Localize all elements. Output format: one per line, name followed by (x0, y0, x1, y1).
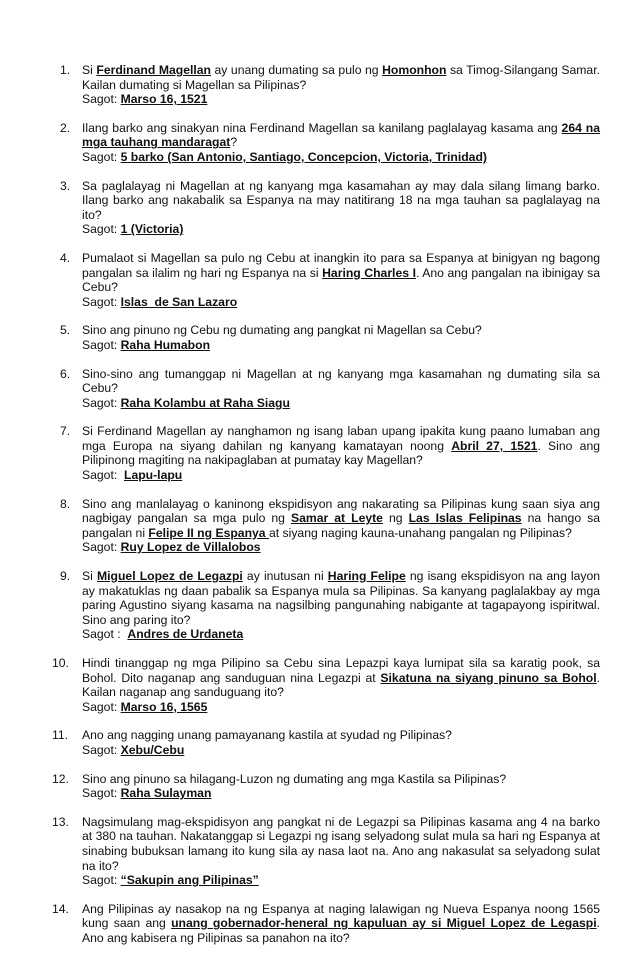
question-text-segment: Ilang barko ang sinakyan nina Ferdinand Magellan sa kanilang paglalayag kasama ang (82, 120, 562, 135)
question-text-segment: Sa paglalayag ni Magellan at ng kanyang mga kasamahan ay may dala silang limang barko. Ilang barko ang nakabalik sa Espanya na may natitirang 18 na mga tauhan sa paglalayag na ito? (82, 178, 600, 222)
answer-text: Lapu-lapu (124, 468, 183, 483)
highlighted-term: Sikatuna na siyang pinuno sa Bohol (380, 670, 597, 685)
question-number: 11. (52, 728, 69, 743)
answer-line (82, 743, 600, 758)
question-text-segment: Sino ang pinuno ng Cebu ng dumating ang pangkat ni Magellan sa Cebu? (82, 323, 482, 338)
question-text (82, 815, 600, 873)
question-text-segment: ay inutusan ni (242, 569, 328, 584)
question-text-segment: . Ano ang kabisera ng Pilipinas sa panahon na ito? (82, 916, 600, 945)
question-text-segment: . Sino ang Pilipinong magiting na nakipaglaban at pumatay kay Magellan? (82, 438, 600, 468)
highlighted-term: Samar at Leyte (290, 511, 383, 526)
question-text-segment: Si Ferdinand Magellan ay nanghamon ng isang laban upang ipakita kung paano lumaban ang mga Europa na siyang dahilan ng kanyang kamatayan noong (82, 424, 600, 453)
highlighted-term: Ferdinand Magellan (96, 63, 211, 77)
question-number: 7. (60, 424, 71, 439)
question-number: 2. (60, 120, 71, 135)
question-text-segment: Pumalaot si Magellan sa pulo ng Cebu at inangkin ito para sa Espanya at binigyan ng bagong pangalan sa ilalim ng hari ng Espanya na si (82, 250, 600, 280)
question-text-segment: sa Timog-Silangang Samar. Kailan dumating si Magellan sa Pilipinas? (82, 63, 600, 92)
question-text-segment: ng isang ekspidisyon na ang layon ay makatuklas ng daan pabalik sa Espanya mula sa Pilipinas. Sa kanyang paglalakbay ay mga paring Agustino siyang kasama na nagsilbing pangunahing nabigante at tagapayong ispiritwal. Sino ang paring ito? (82, 569, 601, 627)
answer-line (82, 338, 600, 353)
answer-line (82, 150, 600, 165)
question-text-segment: . Kailan naganap ang sanduguang ito? (82, 670, 600, 700)
question-number: 9. (60, 569, 71, 584)
highlighted-term: Haring Felipe (327, 569, 406, 584)
question-item (52, 772, 600, 801)
question-list (52, 63, 600, 960)
highlighted-term: 264 na mga tauhang mandaragat (82, 120, 600, 150)
question-item (52, 121, 600, 165)
question-item (52, 569, 600, 642)
question-text (82, 367, 600, 396)
question-text-segment: Sino ang pinuno sa hilagang-Luzon ng dumating ang mga Kastila sa Pilipinas? (82, 771, 507, 786)
question-number: 4. (60, 250, 71, 265)
highlighted-term: Miguel Lopez de Legazpi (96, 569, 243, 584)
question-text (82, 569, 600, 627)
answer-text: 1 (Victoria) (120, 222, 184, 237)
answer-line (82, 468, 600, 483)
answer-line (82, 222, 600, 237)
question-text (82, 772, 600, 787)
question-text-segment: Nagsimulang mag-ekspidisyon ang pangkat ni de Legazpi sa Pilipinas kasama ang 4 na barko at 380 na tauhan. Nakatanggap si Legazpi ng isang selyadong sulat mula sa hari ng Espanya at sinabing bubuksan lamang ito kung sila ay nasa laot na. Ano ang nakasulat sa selyadong sulat na ito? (82, 814, 600, 873)
answer-label: Sagot: (82, 294, 121, 309)
question-item (52, 656, 600, 714)
answer-line (82, 396, 600, 411)
question-number: 10. (52, 656, 69, 670)
answer-label: Sagot: (82, 699, 121, 714)
answer-label: Sagot: (82, 222, 121, 237)
question-text-segment: Ano ang nagging unang pamayanang kastila at syudad ng Pilipinas? (82, 728, 452, 743)
answer-label: Sagot: (82, 540, 121, 555)
answer-line (82, 873, 600, 888)
question-text-segment: na hango sa pangalan ni (82, 511, 600, 540)
answer-label: Sagot: (82, 786, 121, 801)
question-item (52, 902, 600, 946)
question-text-segment: at siyang naging kauna-unahang pangalan ng Pilipinas? (268, 525, 572, 540)
question-number: 8. (60, 496, 71, 511)
answer-label: Sagot: (82, 149, 121, 164)
answer-text: Xebu/Cebu (120, 742, 185, 757)
question-text-segment: Hindi tinanggap ng mga Pilipino sa Cebu sina Lepazpi kaya lumipat sila sa karatig pook, sa Bohol. Dito naganap ang sanduguan nina Legazpi at (82, 656, 600, 685)
question-text-segment: ? (230, 135, 238, 150)
answer-text: Raha Humabon (120, 337, 211, 352)
answer-line (82, 295, 600, 310)
answer-text: Ruy Lopez de Villalobos (120, 540, 261, 555)
answer-label: Sagot: (82, 337, 121, 352)
question-text (82, 323, 600, 338)
question-text (82, 63, 600, 92)
answer-text: Raha Sulayman (120, 786, 212, 801)
question-number: 3. (60, 178, 71, 193)
highlighted-term: Abril 27, 1521 (451, 438, 538, 453)
answer-text: Marso 16, 1565 (120, 699, 208, 714)
highlighted-term: Haring Charles I (322, 265, 416, 280)
question-item (52, 367, 600, 411)
answer-line (82, 92, 600, 107)
question-text (82, 121, 600, 150)
question-text-segment: Sino-sino ang tumanggap ni Magellan at ng kanyang mga kasamahan ng dumating sila sa Cebu? (82, 366, 600, 396)
highlighted-term: unang gobernador-heneral ng kapuluan ay si Miguel Lopez de Legaspi (171, 916, 597, 931)
question-text (82, 497, 600, 541)
answer-label: Sagot: (82, 873, 121, 888)
answer-label: Sagot: (82, 395, 121, 410)
answer-text: Andres de Urdaneta (127, 627, 244, 642)
question-number: 14. (52, 901, 69, 916)
question-text-segment: Ang Pilipinas ay nasakop na ng Espanya at naging lalawigan ng Nueva Espanya noong 1565 kung saan ang (82, 901, 600, 931)
answer-label: Sagot: (82, 468, 125, 483)
highlighted-term: Felipe II ng Espanya (148, 525, 269, 540)
question-text (82, 902, 600, 946)
question-item (52, 424, 600, 482)
answer-label: Sagot: (82, 92, 121, 107)
question-number: 1. (60, 63, 71, 77)
question-item (52, 728, 600, 757)
question-text (82, 251, 600, 295)
question-text-segment: Sino ang manlalayag o kaninong ekspidisyon ang nakarating sa Pilipinas kung saan siya ang nagbigay pangalan sa mga pulo ng (82, 496, 600, 526)
question-item (52, 179, 600, 237)
question-text (82, 179, 600, 223)
answer-text: 5 barko (San Antonio, Santiago, Concepcion, Victoria, Trinidad) (120, 149, 487, 164)
question-text (82, 656, 600, 700)
question-item (52, 497, 600, 555)
question-number: 5. (60, 323, 71, 338)
answer-label: Sagot : (82, 627, 128, 642)
answer-text: “Sakupin ang Pilipinas” (120, 873, 259, 888)
question-text (82, 424, 600, 468)
highlighted-term: Homonhon (382, 63, 447, 77)
question-text (82, 728, 600, 743)
question-item (52, 63, 600, 107)
answer-line (82, 786, 600, 801)
answer-line (82, 700, 600, 715)
question-text-segment: ay unang dumating sa pulo ng (210, 63, 383, 77)
answer-line (82, 540, 600, 555)
question-number: 13. (52, 814, 69, 829)
question-text-segment: Si (82, 569, 97, 584)
answer-label: Sagot: (82, 742, 121, 757)
answer-line (82, 627, 600, 642)
question-text-segment: Si (82, 63, 97, 77)
question-text-segment: . Ano ang pangalan na ibinigay sa Cebu? (82, 265, 601, 295)
question-text-segment: ng (382, 511, 409, 526)
highlighted-term: Las Islas Felipinas (408, 511, 522, 526)
question-item (52, 251, 600, 309)
answer-text: Raha Kolambu at Raha Siagu (120, 395, 290, 410)
answer-text: Marso 16, 1521 (120, 92, 208, 107)
answer-text: Islas de San Lazaro (120, 294, 238, 309)
question-item (52, 323, 600, 352)
question-item (52, 815, 600, 888)
question-number: 12. (52, 771, 69, 786)
question-number: 6. (60, 366, 71, 381)
